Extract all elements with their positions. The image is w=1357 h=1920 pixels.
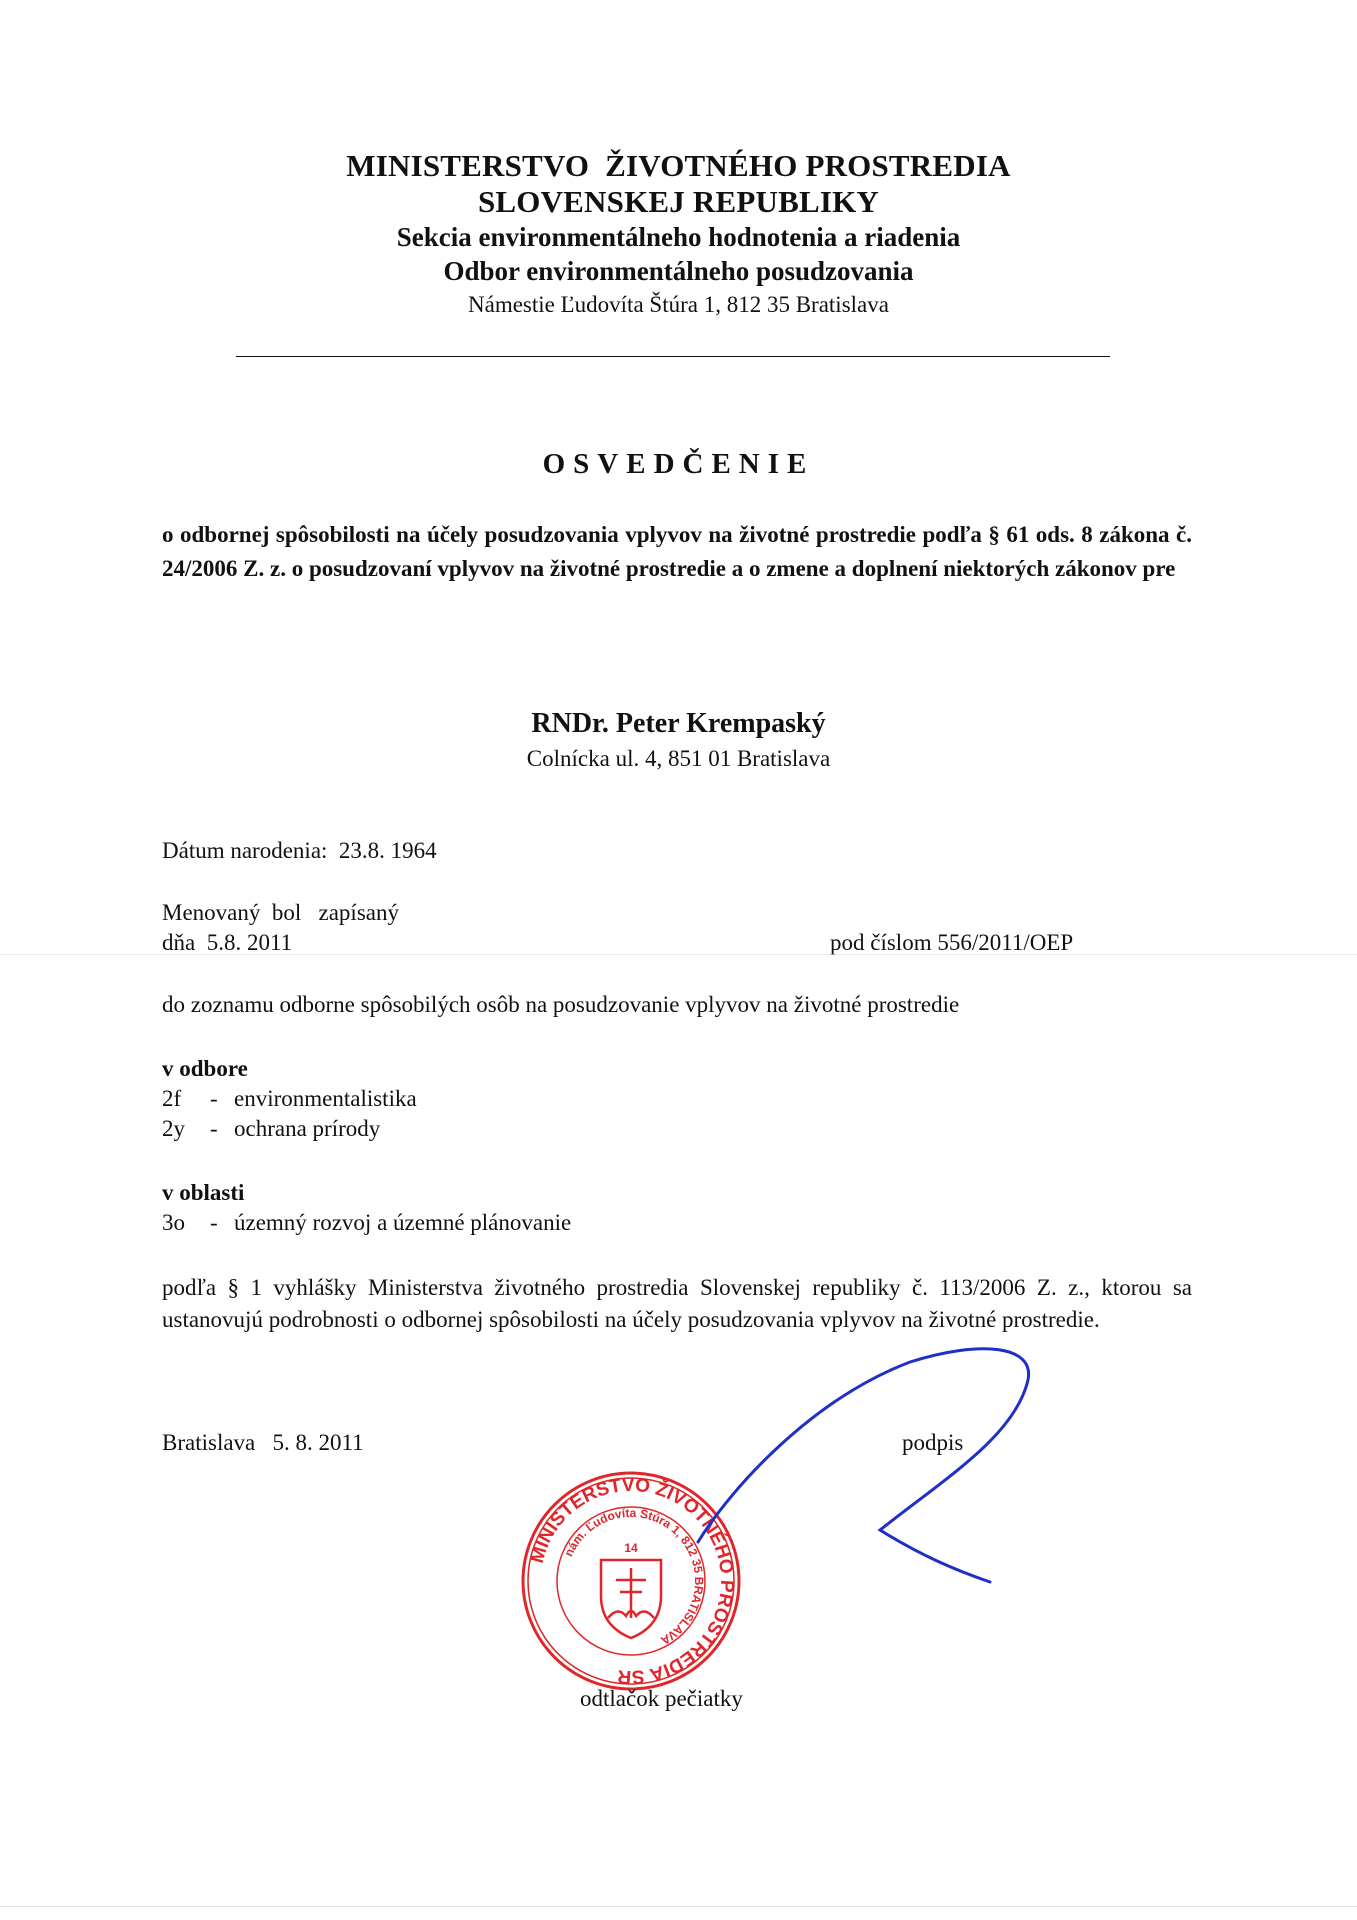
header-divider [236, 356, 1110, 357]
birth-date: Dátum narodenia: 23.8. 1964 [162, 838, 437, 863]
holder-address: Colnícka ul. 4, 851 01 Bratislava [526, 746, 831, 771]
holder-block [0, 706, 1357, 774]
stamp-inner-text: nám. Ľudovíta Štúra 1, 812 35 BRATISLAVA [561, 1505, 707, 1648]
area-label: územný rozvoj a územné plánovanie [234, 1210, 572, 1235]
signature-label: podpis [902, 1430, 964, 1455]
field-code: 2y [162, 1116, 185, 1141]
area-dash: - [210, 1210, 218, 1235]
document-header [0, 148, 1357, 320]
area-code: 3o [162, 1210, 185, 1235]
ministry-name-line2: SLOVENSKEJ REPUBLIKY [477, 184, 880, 219]
document-title: OSVEDČENIE [542, 448, 815, 480]
registration-number: pod číslom 556/2011/OEP [830, 930, 1074, 955]
scan-bottom-edge [0, 1906, 1357, 1907]
registered-line1: Menovaný bol zapísaný [162, 900, 399, 925]
coat-of-arms-icon [601, 1560, 661, 1638]
stamp-number: 14 [624, 1541, 638, 1555]
registered-date: dňa 5.8. 2011 [162, 930, 293, 955]
stamp-label: odtlačok pečiatky [580, 1686, 743, 1711]
certificate-intro: o odbornej spôsobilosti na účely posudzovania vplyvov na životné prostredie podľa § 61 ods. 8 zákona č. 24/2006 Z. z. o posudzovaní vplyvov na životné prostredie a o zmene a doplnení niektorých zákonov pre [162, 522, 1192, 581]
field-dash: - [210, 1116, 218, 1141]
scan-crease [0, 954, 1357, 955]
handwritten-signature [690, 1340, 1050, 1610]
areas-heading: v oblasti [162, 1180, 245, 1205]
list-intro: do zoznamu odborne spôsobilých osôb na posudzovanie vplyvov na životné prostredie [162, 992, 960, 1017]
field-label: ochrana prírody [234, 1116, 381, 1141]
place-and-date: Bratislava 5. 8. 2011 [162, 1430, 364, 1455]
fields-heading: v odbore [162, 1056, 248, 1081]
stamp-outer-text: MINISTERSTVO ŽIVOTNÉHO PROSTREDIA SR [526, 1474, 738, 1688]
section-name: Sekcia environmentálneho hodnotenia a riadenia [396, 222, 961, 252]
ministry-name-line1: MINISTERSTVO ŽIVOTNÉHO PROSTREDIA [346, 148, 1011, 183]
holder-name: RNDr. Peter Krempaský [531, 708, 826, 739]
legal-basis: podľa § 1 vyhlášky Ministerstva životného prostredia Slovenskej republiky č. 113/2006 Z. z., ktorou sa ustanovujú podrobnosti o odbornej spôsobilosti na účely posudzovania vplyvov na životné prostredie. [162, 1275, 1192, 1332]
field-label: environmentalistika [234, 1086, 417, 1111]
field-code: 2f [162, 1086, 182, 1111]
department-name: Odbor environmentálneho posudzovania [443, 256, 914, 286]
ministry-address: Námestie Ľudovíta Štúra 1, 812 35 Bratislava [468, 292, 889, 317]
field-dash: - [210, 1086, 218, 1111]
